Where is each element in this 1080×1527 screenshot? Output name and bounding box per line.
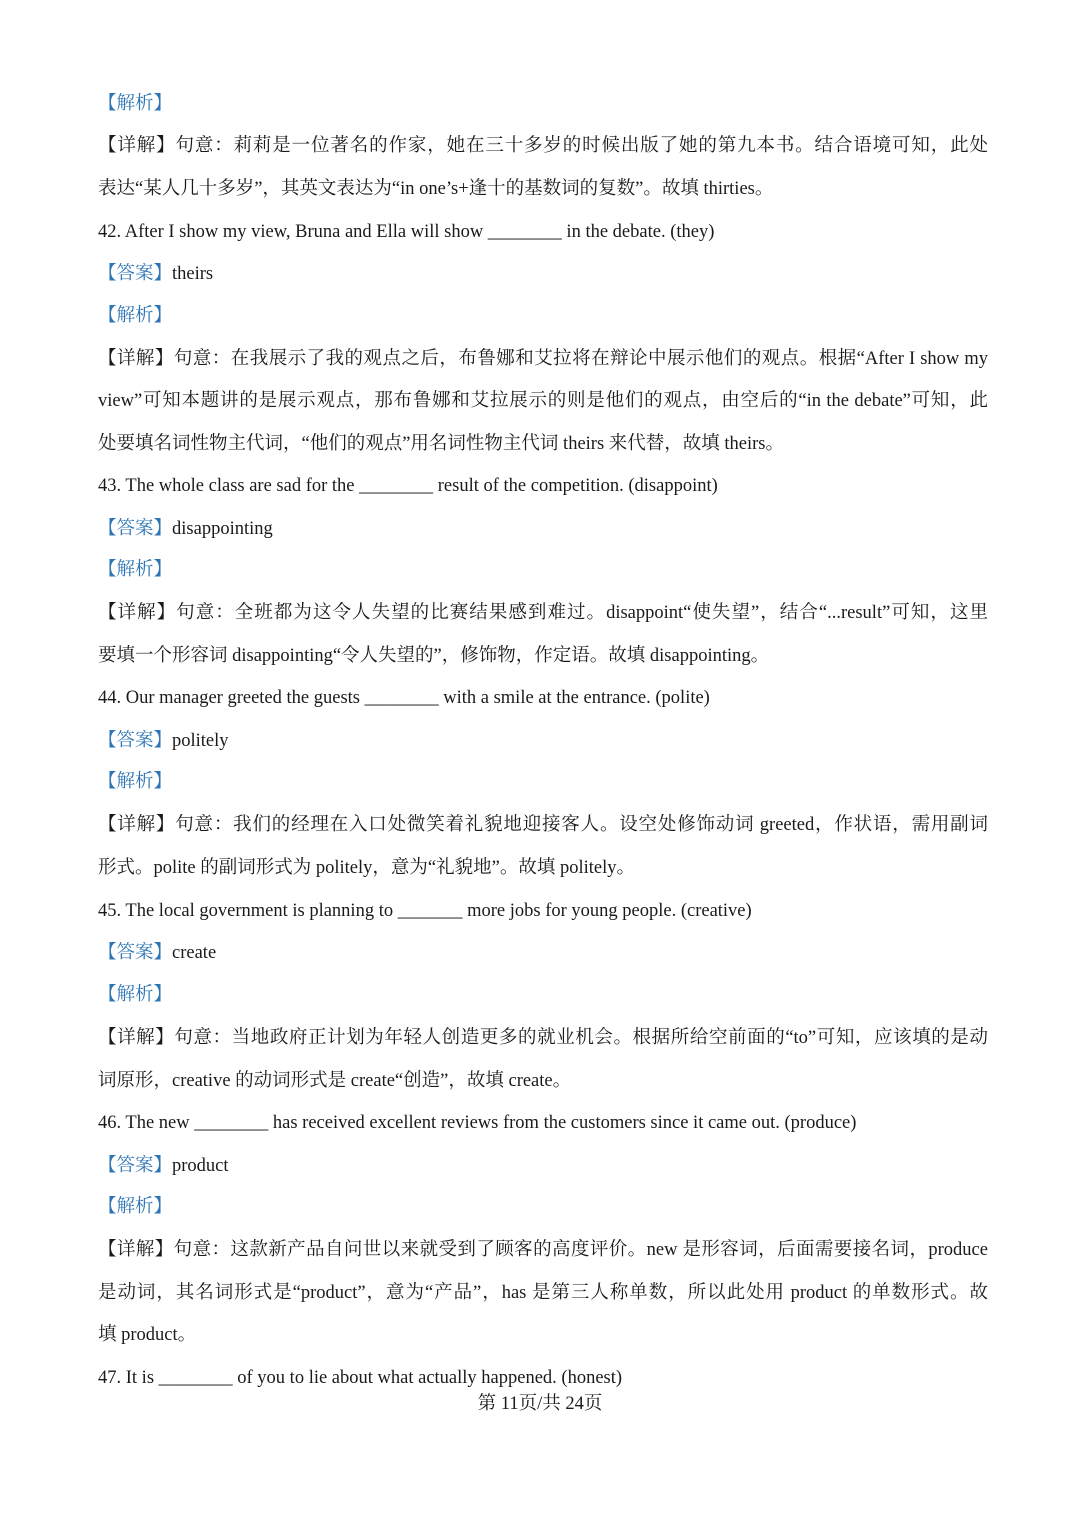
prev-jiexi-line bbox=[98, 91, 988, 117]
daan-label: 【答案】 bbox=[98, 519, 173, 539]
detail-text: view”可知本题讲的是展示观点，那布鲁娜和艾拉展示的则是他们的观点，由空后的“in the debate”可知，此 bbox=[98, 391, 988, 411]
daan-label: 【答案】 bbox=[98, 264, 173, 284]
detail-44-line-1 bbox=[98, 812, 988, 838]
page-number: 第 11页/共 24页 bbox=[477, 1394, 603, 1414]
jiexi-44 bbox=[98, 769, 988, 795]
jiexi-label: 【解析】 bbox=[98, 1197, 173, 1217]
question-text: 47. It is ________ of you to lie about what actually happened. (honest) bbox=[98, 1368, 623, 1388]
question-text: 46. The new ________ has received excellent reviews from the customers since it came out. (produce) bbox=[98, 1113, 857, 1133]
jiexi-45 bbox=[98, 982, 988, 1008]
detail-text: 句意：当地政府正计划为年轻人创造更多的就业机会。根据所给空前面的“to”可知，应该填的是动 bbox=[174, 1028, 988, 1048]
question-text: 43. The whole class are sad for the ________ result of the competition. (disappoint) bbox=[98, 476, 718, 496]
question-47 bbox=[98, 1365, 988, 1391]
jiexi-label: 【解析】 bbox=[98, 560, 173, 580]
jiexi-label: 【解析】 bbox=[98, 306, 173, 326]
detail-text: 填 product。 bbox=[98, 1325, 197, 1345]
jiexi-label: 【解析】 bbox=[98, 772, 173, 792]
prev-detail-line-2 bbox=[98, 176, 988, 202]
jiexi-46 bbox=[98, 1194, 988, 1220]
question-text: 44. Our manager greeted the guests ________ with a smile at the entrance. (polite) bbox=[98, 688, 710, 708]
question-text: 45. The local government is planning to _______ more jobs for young people. (creative) bbox=[98, 901, 752, 921]
xiangjie-label: 【详解】 bbox=[98, 603, 177, 623]
detail-46-line-3 bbox=[98, 1322, 988, 1348]
answer-text: politely bbox=[172, 731, 229, 751]
detail-46-line-1 bbox=[98, 1237, 988, 1263]
xiangjie-label: 【详解】 bbox=[98, 349, 174, 369]
answer-text: theirs bbox=[172, 264, 214, 284]
detail-46-line-2 bbox=[98, 1280, 988, 1306]
detail-text: 句意：在我展示了我的观点之后，布鲁娜和艾拉将在辩论中展示他们的观点。根据“After I show my bbox=[173, 349, 988, 369]
detail-text: 形式。polite 的副词形式为 politely，意为“礼貌地”。故填 politely。 bbox=[98, 858, 635, 878]
question-42 bbox=[98, 219, 988, 245]
xiangjie-label: 【详解】 bbox=[98, 136, 176, 156]
detail-text: 句意：全班都为这令人失望的比赛结果感到难过。disappoint“使失望”，结合“...result”可知，这里 bbox=[176, 603, 988, 623]
detail-text: 句意：这款新产品自问世以来就受到了顾客的高度评价。new 是形容词，后面需要接名词，produce bbox=[173, 1240, 988, 1260]
jiexi-label: 【解析】 bbox=[98, 985, 173, 1005]
prev-detail-line-1 bbox=[98, 133, 988, 159]
detail-42-line-3 bbox=[98, 431, 988, 457]
daan-label: 【答案】 bbox=[98, 1156, 173, 1176]
answer-text: disappointing bbox=[172, 519, 273, 539]
daan-label: 【答案】 bbox=[98, 731, 173, 751]
detail-text: 处要填名词性物主代词，“他们的观点”用名词性物主代词 theirs 来代替，故填 theirs。 bbox=[98, 434, 785, 454]
detail-45-line-1 bbox=[98, 1025, 988, 1051]
detail-42-line-2 bbox=[98, 388, 988, 414]
detail-43-line-2 bbox=[98, 643, 988, 669]
question-text: 42. After I show my view, Bruna and Ella will show ________ in the debate. (they) bbox=[98, 222, 715, 242]
answer-43 bbox=[98, 516, 988, 542]
detail-43-line-1 bbox=[98, 600, 988, 626]
detail-text: 句意：我们的经理在入口处微笑着礼貌地迎接客人。设空处修饰动词 greeted，作状语，需用副词 bbox=[175, 815, 988, 835]
detail-45-line-2 bbox=[98, 1068, 988, 1094]
xiangjie-label: 【详解】 bbox=[98, 1028, 175, 1048]
question-43 bbox=[98, 473, 988, 499]
jiexi-43 bbox=[98, 557, 988, 583]
detail-42-line-1 bbox=[98, 346, 988, 372]
jiexi-label: 【解析】 bbox=[98, 94, 173, 114]
daan-label: 【答案】 bbox=[98, 943, 173, 963]
question-46 bbox=[98, 1110, 988, 1136]
detail-text: 句意：莉莉是一位著名的作家，她在三十多岁的时候出版了她的第九本书。结合语境可知，此处 bbox=[175, 136, 988, 156]
question-44 bbox=[98, 685, 988, 711]
xiangjie-label: 【详解】 bbox=[98, 1240, 174, 1260]
jiexi-42 bbox=[98, 303, 988, 329]
answer-44 bbox=[98, 728, 988, 754]
detail-text: 要填一个形容词 disappointing“令人失望的”，修饰物，作定语。故填 disappointing。 bbox=[98, 646, 770, 666]
answer-46 bbox=[98, 1153, 988, 1179]
answer-45 bbox=[98, 940, 988, 966]
detail-text: 表达“某人几十多岁”，其英文表达为“in one’s+逢十的基数词的复数”。故填 thirties。 bbox=[98, 179, 774, 199]
answer-42 bbox=[98, 261, 988, 287]
detail-text: 是动词，其名词形式是“product”，意为“产品”，has 是第三人称单数，所以此处用 product 的单数形式。故 bbox=[98, 1283, 988, 1303]
answer-text: create bbox=[172, 943, 217, 963]
detail-44-line-2 bbox=[98, 855, 988, 881]
question-45 bbox=[98, 898, 988, 924]
answer-text: product bbox=[172, 1156, 229, 1176]
detail-text: 词原形，creative 的动词形式是 create“创造”，故填 create。 bbox=[98, 1071, 572, 1091]
xiangjie-label: 【详解】 bbox=[98, 815, 176, 835]
